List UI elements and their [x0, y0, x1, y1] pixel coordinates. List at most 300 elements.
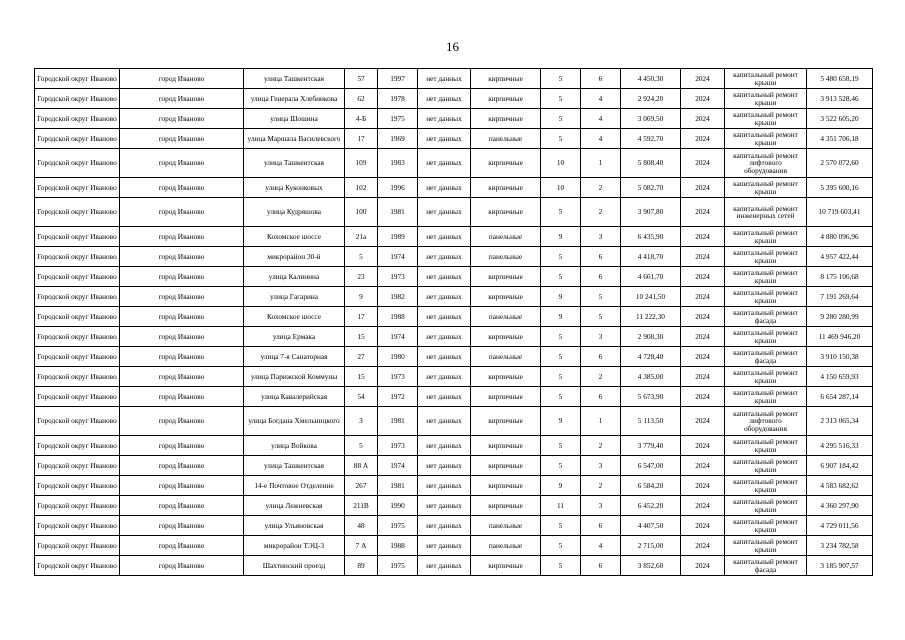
- cell-wall-material: кирпичные: [471, 496, 541, 516]
- cell-street: Кохомское шоссе: [244, 307, 345, 327]
- cell-entrances: 4: [581, 129, 621, 149]
- table-row: [35, 89, 873, 109]
- cell-commissioning-year: нет данных: [418, 496, 471, 516]
- cell-plan-year: 2024: [681, 536, 725, 556]
- cell-street: улица Калинина: [244, 267, 345, 287]
- table-row: [35, 496, 873, 516]
- cell-cost: 3 910 150,38: [807, 347, 873, 367]
- cell-municipality: Городской округ Иваново: [35, 267, 120, 287]
- cell-plan-year: 2024: [681, 69, 725, 89]
- cell-settlement: город Иваново: [120, 456, 244, 476]
- cell-wall-material: панельные: [471, 347, 541, 367]
- cell-floors: 5: [541, 198, 581, 227]
- cell-street: улица Парижской Коммуны: [244, 367, 345, 387]
- cell-entrances: 3: [581, 327, 621, 347]
- cell-street: улица Ташкентская: [244, 149, 345, 178]
- cell-entrances: 6: [581, 247, 621, 267]
- cell-commissioning-year: нет данных: [418, 307, 471, 327]
- table-row: [35, 287, 873, 307]
- cell-municipality: Городской округ Иваново: [35, 556, 120, 576]
- cell-settlement: город Иваново: [120, 436, 244, 456]
- cell-wall-material: кирпичные: [471, 456, 541, 476]
- cell-settlement: город Иваново: [120, 109, 244, 129]
- cell-municipality: Городской округ Иваново: [35, 247, 120, 267]
- cell-build-year: 1973: [378, 267, 418, 287]
- cell-plan-year: 2024: [681, 307, 725, 327]
- cell-settlement: город Иваново: [120, 89, 244, 109]
- cell-floors: 5: [541, 536, 581, 556]
- table-row: [35, 516, 873, 536]
- cell-work-type: капитальный ремонт крыши: [725, 367, 807, 387]
- cell-house-number: 100: [345, 198, 378, 227]
- cell-total-area: 4 385,00: [621, 367, 681, 387]
- cell-wall-material: панельные: [471, 536, 541, 556]
- cell-commissioning-year: нет данных: [418, 367, 471, 387]
- cell-street: улица Генерала Хлебникова: [244, 89, 345, 109]
- cell-cost: 4 150 659,93: [807, 367, 873, 387]
- cell-cost: 4 957 422,44: [807, 247, 873, 267]
- cell-build-year: 1981: [378, 198, 418, 227]
- cell-wall-material: кирпичные: [471, 287, 541, 307]
- cell-build-year: 1974: [378, 456, 418, 476]
- cell-commissioning-year: нет данных: [418, 456, 471, 476]
- cell-house-number: 102: [345, 178, 378, 198]
- cell-work-type: капитальный ремонт фасада: [725, 556, 807, 576]
- table-row: [35, 536, 873, 556]
- cell-house-number: 15: [345, 367, 378, 387]
- cell-cost: 10 719 603,41: [807, 198, 873, 227]
- cell-entrances: 4: [581, 109, 621, 129]
- cell-commissioning-year: нет данных: [418, 89, 471, 109]
- cell-street: Кохомское шоссе: [244, 227, 345, 247]
- cell-build-year: 1974: [378, 247, 418, 267]
- cell-cost: 4 295 516,33: [807, 436, 873, 456]
- cell-build-year: 1981: [378, 407, 418, 436]
- table-row: [35, 149, 873, 178]
- cell-house-number: 54: [345, 387, 378, 407]
- cell-build-year: 1975: [378, 516, 418, 536]
- cell-commissioning-year: нет данных: [418, 407, 471, 436]
- cell-house-number: 5: [345, 436, 378, 456]
- table-row: [35, 129, 873, 149]
- cell-build-year: 1988: [378, 536, 418, 556]
- cell-entrances: 3: [581, 456, 621, 476]
- cell-street: улица Ульяновская: [244, 516, 345, 536]
- cell-house-number: 211В: [345, 496, 378, 516]
- cell-wall-material: кирпичные: [471, 89, 541, 109]
- table-row: [35, 367, 873, 387]
- cell-build-year: 1973: [378, 436, 418, 456]
- cell-plan-year: 2024: [681, 287, 725, 307]
- cell-cost: 4 880 096,96: [807, 227, 873, 247]
- cell-cost: 6 907 184,42: [807, 456, 873, 476]
- cell-total-area: 10 241,50: [621, 287, 681, 307]
- cell-settlement: город Иваново: [120, 287, 244, 307]
- cell-cost: 3 522 605,20: [807, 109, 873, 129]
- cell-floors: 5: [541, 327, 581, 347]
- cell-street: улица 7-я Санаторная: [244, 347, 345, 367]
- cell-municipality: Городской округ Иваново: [35, 516, 120, 536]
- cell-settlement: город Иваново: [120, 198, 244, 227]
- cell-floors: 5: [541, 89, 581, 109]
- cell-build-year: 1974: [378, 327, 418, 347]
- cell-work-type: капитальный ремонт крыши: [725, 287, 807, 307]
- cell-cost: 3 185 907,57: [807, 556, 873, 576]
- cell-municipality: Городской округ Иваново: [35, 476, 120, 496]
- cell-build-year: 1973: [378, 367, 418, 387]
- cell-total-area: 4 450,30: [621, 69, 681, 89]
- cell-commissioning-year: нет данных: [418, 267, 471, 287]
- cell-plan-year: 2024: [681, 387, 725, 407]
- cell-build-year: 1978: [378, 89, 418, 109]
- cell-municipality: Городской округ Иваново: [35, 536, 120, 556]
- cell-municipality: Городской округ Иваново: [35, 178, 120, 198]
- cell-settlement: город Иваново: [120, 267, 244, 287]
- cell-commissioning-year: нет данных: [418, 347, 471, 367]
- cell-wall-material: панельные: [471, 307, 541, 327]
- cell-total-area: 3 779,40: [621, 436, 681, 456]
- table-row: [35, 407, 873, 436]
- cell-build-year: 1972: [378, 387, 418, 407]
- cell-build-year: 1980: [378, 347, 418, 367]
- cell-wall-material: панельные: [471, 516, 541, 536]
- cell-plan-year: 2024: [681, 347, 725, 367]
- cell-house-number: 15: [345, 327, 378, 347]
- cell-commissioning-year: нет данных: [418, 516, 471, 536]
- cell-floors: 5: [541, 129, 581, 149]
- table-row: [35, 247, 873, 267]
- cell-total-area: 2 908,30: [621, 327, 681, 347]
- cell-plan-year: 2024: [681, 178, 725, 198]
- cell-house-number: 57: [345, 69, 378, 89]
- cell-build-year: 1975: [378, 109, 418, 129]
- cell-total-area: 2 715,00: [621, 536, 681, 556]
- cell-work-type: капитальный ремонт крыши: [725, 69, 807, 89]
- table-row: [35, 476, 873, 496]
- cell-work-type: капитальный ремонт крыши: [725, 89, 807, 109]
- cell-settlement: город Иваново: [120, 178, 244, 198]
- cell-wall-material: кирпичные: [471, 407, 541, 436]
- table-row: [35, 456, 873, 476]
- cell-floors: 9: [541, 307, 581, 327]
- cell-wall-material: кирпичные: [471, 476, 541, 496]
- table-row: [35, 227, 873, 247]
- cell-floors: 5: [541, 516, 581, 536]
- cell-floors: 9: [541, 287, 581, 307]
- cell-work-type: капитальный ремонт крыши: [725, 129, 807, 149]
- cell-build-year: 1983: [378, 149, 418, 178]
- cell-entrances: 4: [581, 536, 621, 556]
- cell-municipality: Городской округ Иваново: [35, 198, 120, 227]
- cell-wall-material: кирпичные: [471, 178, 541, 198]
- table-row: [35, 307, 873, 327]
- cell-house-number: 5: [345, 247, 378, 267]
- cell-settlement: город Иваново: [120, 69, 244, 89]
- cell-entrances: 2: [581, 436, 621, 456]
- cell-total-area: 2 924,20: [621, 89, 681, 109]
- cell-municipality: Городской округ Иваново: [35, 496, 120, 516]
- cell-build-year: 1990: [378, 496, 418, 516]
- cell-municipality: Городской округ Иваново: [35, 456, 120, 476]
- cell-cost: 8 175 106,68: [807, 267, 873, 287]
- cell-floors: 5: [541, 436, 581, 456]
- cell-floors: 5: [541, 69, 581, 89]
- cell-house-number: 4-Б: [345, 109, 378, 129]
- cell-floors: 9: [541, 227, 581, 247]
- cell-settlement: город Иваново: [120, 367, 244, 387]
- cell-street: улица Лежневская: [244, 496, 345, 516]
- cell-commissioning-year: нет данных: [418, 536, 471, 556]
- cell-settlement: город Иваново: [120, 476, 244, 496]
- cell-cost: 5 395 600,16: [807, 178, 873, 198]
- cell-commissioning-year: нет данных: [418, 387, 471, 407]
- cell-work-type: капитальный ремонт фасада: [725, 307, 807, 327]
- cell-commissioning-year: нет данных: [418, 129, 471, 149]
- cell-plan-year: 2024: [681, 496, 725, 516]
- cell-floors: 11: [541, 496, 581, 516]
- cell-house-number: 109: [345, 149, 378, 178]
- cell-street: микрорайон 30-й: [244, 247, 345, 267]
- cell-total-area: 4 661,70: [621, 267, 681, 287]
- cell-street: улица Кудряшова: [244, 198, 345, 227]
- cell-house-number: 7 А: [345, 536, 378, 556]
- cell-municipality: Городской округ Иваново: [35, 149, 120, 178]
- cell-plan-year: 2024: [681, 149, 725, 178]
- cell-cost: 7 191 269,64: [807, 287, 873, 307]
- cell-build-year: 1975: [378, 556, 418, 576]
- page-number: 16: [446, 39, 459, 54]
- cell-plan-year: 2024: [681, 556, 725, 576]
- cell-wall-material: кирпичные: [471, 367, 541, 387]
- cell-work-type: капитальный ремонт крыши: [725, 327, 807, 347]
- cell-work-type: капитальный ремонт крыши: [725, 247, 807, 267]
- cell-floors: 9: [541, 407, 581, 436]
- cell-plan-year: 2024: [681, 327, 725, 347]
- cell-work-type: капитальный ремонт крыши: [725, 536, 807, 556]
- cell-wall-material: кирпичные: [471, 198, 541, 227]
- cell-street: улица Богдана Хмельницкого: [244, 407, 345, 436]
- cell-settlement: город Иваново: [120, 327, 244, 347]
- cell-street: улица Шошина: [244, 109, 345, 129]
- cell-street: микрорайон ТЭЦ-3: [244, 536, 345, 556]
- cell-build-year: 1996: [378, 178, 418, 198]
- table-row: [35, 178, 873, 198]
- cell-cost: 4 583 682,62: [807, 476, 873, 496]
- cell-house-number: 27: [345, 347, 378, 367]
- cell-entrances: 1: [581, 407, 621, 436]
- cell-work-type: капитальный ремонт крыши: [725, 109, 807, 129]
- cell-total-area: 6 452,20: [621, 496, 681, 516]
- cell-commissioning-year: нет данных: [418, 436, 471, 456]
- cell-total-area: 4 592,70: [621, 129, 681, 149]
- cell-municipality: Городской округ Иваново: [35, 287, 120, 307]
- cell-commissioning-year: нет данных: [418, 227, 471, 247]
- housing-repair-table: [34, 68, 873, 576]
- cell-house-number: 88 А: [345, 456, 378, 476]
- cell-wall-material: кирпичные: [471, 69, 541, 89]
- cell-total-area: 4 418,70: [621, 247, 681, 267]
- cell-house-number: 3: [345, 407, 378, 436]
- cell-plan-year: 2024: [681, 227, 725, 247]
- cell-floors: 5: [541, 247, 581, 267]
- cell-total-area: 3 907,80: [621, 198, 681, 227]
- cell-cost: 11 469 946,20: [807, 327, 873, 347]
- table-row: [35, 327, 873, 347]
- cell-plan-year: 2024: [681, 109, 725, 129]
- cell-street: улица Куконковых: [244, 178, 345, 198]
- cell-total-area: 6 435,90: [621, 227, 681, 247]
- cell-work-type: капитальный ремонт крыши: [725, 476, 807, 496]
- cell-work-type: капитальный ремонт крыши: [725, 178, 807, 198]
- cell-entrances: 3: [581, 227, 621, 247]
- cell-total-area: 5 113,50: [621, 407, 681, 436]
- cell-municipality: Городской округ Иваново: [35, 129, 120, 149]
- cell-plan-year: 2024: [681, 476, 725, 496]
- cell-municipality: Городской округ Иваново: [35, 227, 120, 247]
- cell-house-number: 9: [345, 287, 378, 307]
- cell-total-area: 11 222,30: [621, 307, 681, 327]
- cell-cost: 4 351 706,18: [807, 129, 873, 149]
- cell-wall-material: кирпичные: [471, 436, 541, 456]
- cell-commissioning-year: нет данных: [418, 109, 471, 129]
- cell-plan-year: 2024: [681, 367, 725, 387]
- cell-entrances: 6: [581, 387, 621, 407]
- cell-total-area: 4 728,40: [621, 347, 681, 367]
- cell-floors: 10: [541, 149, 581, 178]
- cell-work-type: капитальный ремонт инженерных сетей: [725, 198, 807, 227]
- cell-work-type: капитальный ремонт фасада: [725, 347, 807, 367]
- cell-floors: 5: [541, 267, 581, 287]
- cell-floors: 5: [541, 556, 581, 576]
- cell-municipality: Городской округ Иваново: [35, 367, 120, 387]
- table-body: [35, 69, 873, 576]
- cell-commissioning-year: нет данных: [418, 69, 471, 89]
- cell-work-type: капитальный ремонт крыши: [725, 387, 807, 407]
- cell-build-year: 1981: [378, 476, 418, 496]
- cell-commissioning-year: нет данных: [418, 556, 471, 576]
- cell-floors: 5: [541, 387, 581, 407]
- cell-work-type: капитальный ремонт крыши: [725, 496, 807, 516]
- cell-entrances: 5: [581, 307, 621, 327]
- cell-build-year: 1997: [378, 69, 418, 89]
- cell-municipality: Городской округ Иваново: [35, 109, 120, 129]
- cell-municipality: Городской округ Иваново: [35, 436, 120, 456]
- cell-cost: 2 570 072,60: [807, 149, 873, 178]
- cell-settlement: город Иваново: [120, 536, 244, 556]
- cell-plan-year: 2024: [681, 456, 725, 476]
- cell-municipality: Городской округ Иваново: [35, 327, 120, 347]
- cell-cost: 5 480 658,19: [807, 69, 873, 89]
- cell-plan-year: 2024: [681, 436, 725, 456]
- cell-plan-year: 2024: [681, 89, 725, 109]
- cell-plan-year: 2024: [681, 129, 725, 149]
- cell-municipality: Городской округ Иваново: [35, 387, 120, 407]
- cell-build-year: 1989: [378, 227, 418, 247]
- table-row: [35, 556, 873, 576]
- cell-commissioning-year: нет данных: [418, 198, 471, 227]
- cell-settlement: город Иваново: [120, 227, 244, 247]
- table-row: [35, 198, 873, 227]
- cell-commissioning-year: нет данных: [418, 178, 471, 198]
- cell-settlement: город Иваново: [120, 516, 244, 536]
- cell-house-number: 267: [345, 476, 378, 496]
- cell-total-area: 4 407,50: [621, 516, 681, 536]
- cell-commissioning-year: нет данных: [418, 476, 471, 496]
- cell-wall-material: кирпичные: [471, 109, 541, 129]
- table-row: [35, 347, 873, 367]
- cell-commissioning-year: нет данных: [418, 149, 471, 178]
- cell-total-area: 6 584,20: [621, 476, 681, 496]
- cell-municipality: Городской округ Иваново: [35, 89, 120, 109]
- cell-house-number: 21а: [345, 227, 378, 247]
- cell-floors: 5: [541, 109, 581, 129]
- cell-street: улица Ташкентская: [244, 69, 345, 89]
- cell-floors: 9: [541, 476, 581, 496]
- cell-floors: 5: [541, 347, 581, 367]
- cell-plan-year: 2024: [681, 407, 725, 436]
- cell-settlement: город Иваново: [120, 149, 244, 178]
- cell-plan-year: 2024: [681, 267, 725, 287]
- cell-wall-material: панельные: [471, 247, 541, 267]
- cell-cost: 9 280 280,99: [807, 307, 873, 327]
- cell-entrances: 2: [581, 476, 621, 496]
- table-row: [35, 267, 873, 287]
- cell-floors: 10: [541, 178, 581, 198]
- cell-entrances: 4: [581, 89, 621, 109]
- cell-cost: 4 360 297,90: [807, 496, 873, 516]
- cell-total-area: 5 673,90: [621, 387, 681, 407]
- cell-entrances: 2: [581, 178, 621, 198]
- cell-settlement: город Иваново: [120, 347, 244, 367]
- cell-cost: 3 913 528,46: [807, 89, 873, 109]
- cell-work-type: капитальный ремонт крыши: [725, 267, 807, 287]
- cell-entrances: 3: [581, 496, 621, 516]
- cell-settlement: город Иваново: [120, 247, 244, 267]
- cell-entrances: 1: [581, 149, 621, 178]
- cell-plan-year: 2024: [681, 516, 725, 536]
- cell-settlement: город Иваново: [120, 307, 244, 327]
- cell-work-type: капитальный ремонт лифтового оборудования: [725, 407, 807, 436]
- cell-wall-material: кирпичные: [471, 267, 541, 287]
- table-row: [35, 69, 873, 89]
- cell-floors: 5: [541, 456, 581, 476]
- cell-build-year: 1982: [378, 287, 418, 307]
- cell-street: улица Кавалерийская: [244, 387, 345, 407]
- cell-entrances: 5: [581, 287, 621, 307]
- cell-wall-material: панельные: [471, 227, 541, 247]
- cell-house-number: 17: [345, 307, 378, 327]
- cell-entrances: 6: [581, 516, 621, 536]
- cell-wall-material: кирпичные: [471, 556, 541, 576]
- cell-work-type: капитальный ремонт крыши: [725, 436, 807, 456]
- cell-settlement: город Иваново: [120, 556, 244, 576]
- cell-municipality: Городской округ Иваново: [35, 347, 120, 367]
- table-row: [35, 109, 873, 129]
- cell-entrances: 6: [581, 347, 621, 367]
- cell-entrances: 6: [581, 267, 621, 287]
- cell-settlement: город Иваново: [120, 129, 244, 149]
- cell-wall-material: кирпичные: [471, 149, 541, 178]
- cell-total-area: 6 547,00: [621, 456, 681, 476]
- cell-total-area: 3 069,50: [621, 109, 681, 129]
- cell-entrances: 2: [581, 198, 621, 227]
- cell-municipality: Городской округ Иваново: [35, 69, 120, 89]
- cell-settlement: город Иваново: [120, 496, 244, 516]
- cell-commissioning-year: нет данных: [418, 247, 471, 267]
- cell-total-area: 5 808,40: [621, 149, 681, 178]
- cell-work-type: капитальный ремонт крыши: [725, 516, 807, 536]
- cell-entrances: 6: [581, 556, 621, 576]
